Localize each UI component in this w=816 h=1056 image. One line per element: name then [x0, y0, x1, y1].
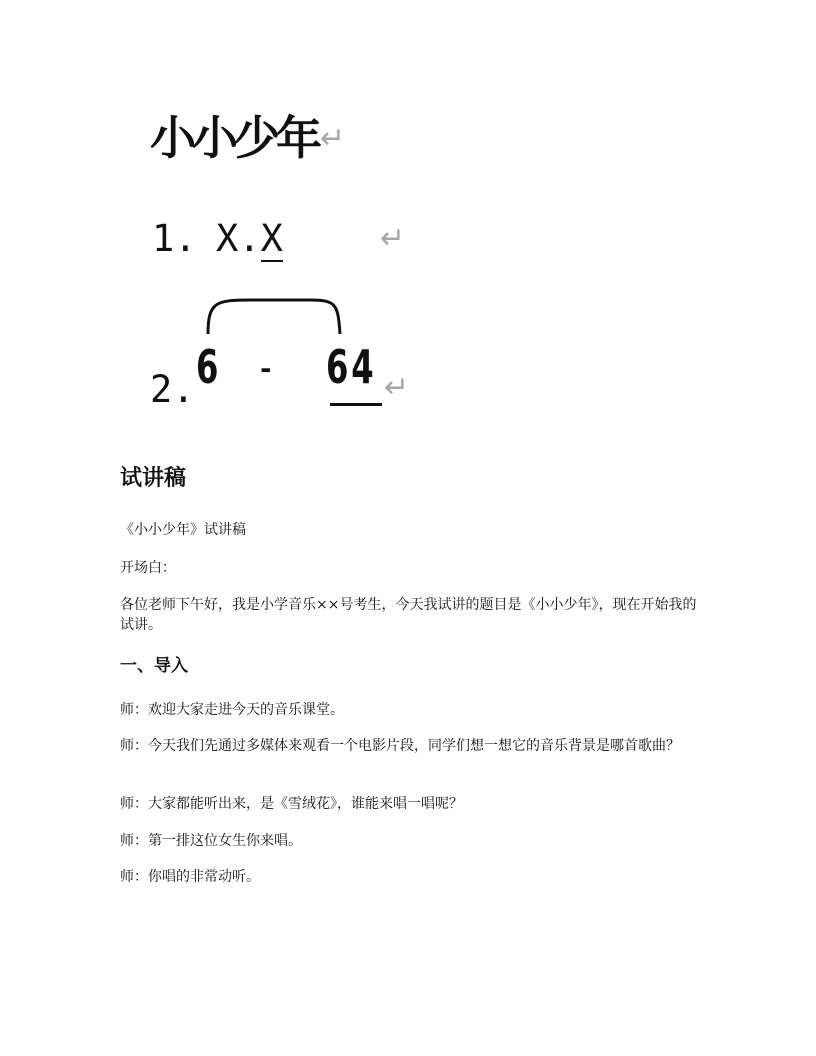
return-mark-icon: ↵ — [384, 370, 410, 405]
paragraph: 开场白： — [120, 560, 176, 576]
section-heading: 一、导入 — [120, 656, 188, 676]
note-underline — [330, 403, 382, 406]
notation-line-1-note-b: X — [260, 217, 283, 260]
score-title-text: 小小少年 — [150, 111, 318, 165]
paragraph: 师：大家都能听出来，是《雪绒花》，谁能来唱一唱呢？ — [120, 796, 463, 812]
return-mark-icon: ↵ — [380, 221, 406, 256]
notation-line-2 — [150, 298, 450, 418]
notation-line-1-note-a: X. — [216, 217, 261, 260]
notation-line-2-note-1: 6 — [196, 340, 222, 394]
notation-line-1 — [152, 216, 406, 262]
notation-line-1-index: 1. — [152, 217, 197, 260]
paragraph: 师：欢迎大家走进今天的音乐课堂。 — [120, 702, 344, 718]
notation-line-2-dash: - — [260, 340, 275, 394]
document-title: 试讲稿 — [120, 466, 187, 491]
paragraph: 各位老师下午好，我是小学音乐××号考生，今天我试讲的题目是《小小少年》，现在开始我的试讲。 — [120, 597, 697, 633]
notation-line-2-index: 2. — [150, 368, 195, 411]
paragraph: 师：今天我们先通过多媒体来观看一个电影片段，同学们想一想它的音乐背景是哪首歌曲？ — [120, 738, 680, 754]
return-mark-icon: ↵ — [320, 121, 346, 156]
paragraph: 《小小少年》试讲稿 — [120, 522, 246, 538]
notation-line-2-note-2: 64 — [326, 340, 377, 394]
paragraph: 师：你唱的非常动听。 — [120, 869, 260, 885]
score-title — [150, 110, 345, 167]
paragraph: 师：第一排这位女生你来唱。 — [120, 833, 302, 849]
